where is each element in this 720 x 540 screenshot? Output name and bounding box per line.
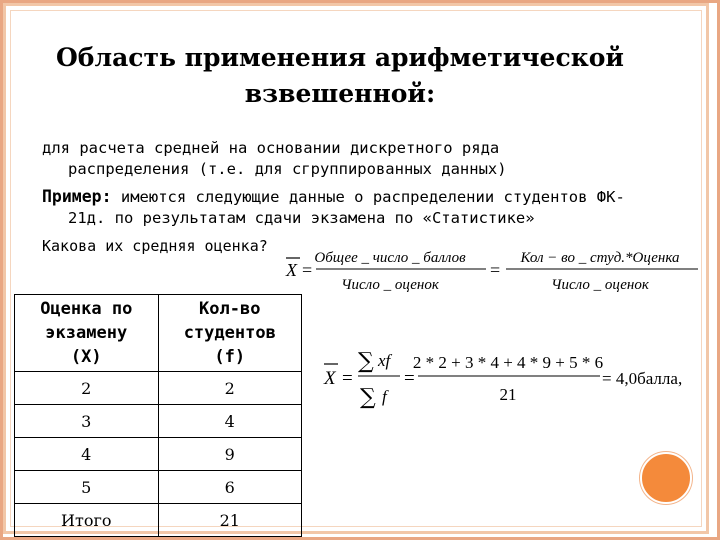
paragraph-example [42, 186, 692, 229]
formula-2-lhs: X [324, 368, 336, 389]
table-row [15, 372, 302, 405]
slide-title [40, 40, 640, 112]
cell-students: 4 [158, 405, 302, 438]
formula-1-lhs: X [286, 260, 297, 280]
column-header-grade: Оценка по экзамену (Х) [15, 295, 159, 372]
question-text: Какова их средняя оценка? [42, 237, 268, 255]
grades-table [14, 294, 302, 537]
svg-text:=: = [302, 260, 313, 280]
cell-students: 6 [158, 471, 302, 504]
sum-symbol-bottom: ∑ [360, 385, 376, 410]
formula-1-den-1: Число _ оценок [341, 277, 439, 293]
cell-grade: 4 [15, 438, 159, 471]
formula-1-num-1: Общее _ число _ баллов [314, 250, 466, 266]
svg-text:=: = [404, 368, 415, 389]
column-header-students: Кол-во студентов (f) [158, 295, 302, 372]
cell-grade: 3 [15, 405, 159, 438]
cell-students: 9 [158, 438, 302, 471]
example-label: Пример: [42, 187, 112, 206]
paragraph-usage [42, 138, 602, 180]
title-line-2: взвешенной: [244, 79, 436, 108]
cell-total-value: 21 [158, 504, 302, 537]
formula-1-num-2: Кол − во _ студ.*Оценка [520, 250, 680, 266]
cell-grade: 5 [15, 471, 159, 504]
cell-total-label: Итого [15, 504, 159, 537]
cell-students: 2 [158, 372, 302, 405]
formula-1-den-2: Число _ оценок [551, 277, 649, 293]
example-line-1: имеются следующие данные о распределении студентов ФК- [111, 188, 625, 206]
table-row [15, 405, 302, 438]
formula-2-result: = 4,0балла, [602, 369, 683, 388]
formula-1-eq: = [490, 260, 501, 280]
cell-grade: 2 [15, 372, 159, 405]
formula-2-sum-den: f [382, 387, 387, 406]
svg-text:=: = [342, 368, 353, 389]
decorative-circle [640, 452, 692, 504]
formula-2-den: 21 [499, 385, 517, 404]
table-header-row [15, 295, 302, 372]
formula-definition [280, 244, 705, 296]
formula-2-num: 2 * 2 + 3 * 4 + 4 * 9 + 5 * 6 [412, 353, 604, 372]
table-row [15, 438, 302, 471]
sum-symbol-top: ∑ [358, 349, 374, 374]
table-row [15, 471, 302, 504]
title-line-1: Область применения арифметической [56, 43, 624, 72]
formula-2-sum-num: xf [378, 351, 391, 370]
table-total-row [15, 504, 302, 537]
paragraph-usage-line-1: для расчета средней на основании дискретного ряда [42, 139, 500, 157]
formula-calculation [318, 342, 698, 412]
paragraph-usage-line-2: распределения (т.е. для сгруппированных данных) [68, 160, 507, 178]
example-line-2: 21д. по результатам сдачи экзамена по «Статистике» [68, 209, 535, 227]
